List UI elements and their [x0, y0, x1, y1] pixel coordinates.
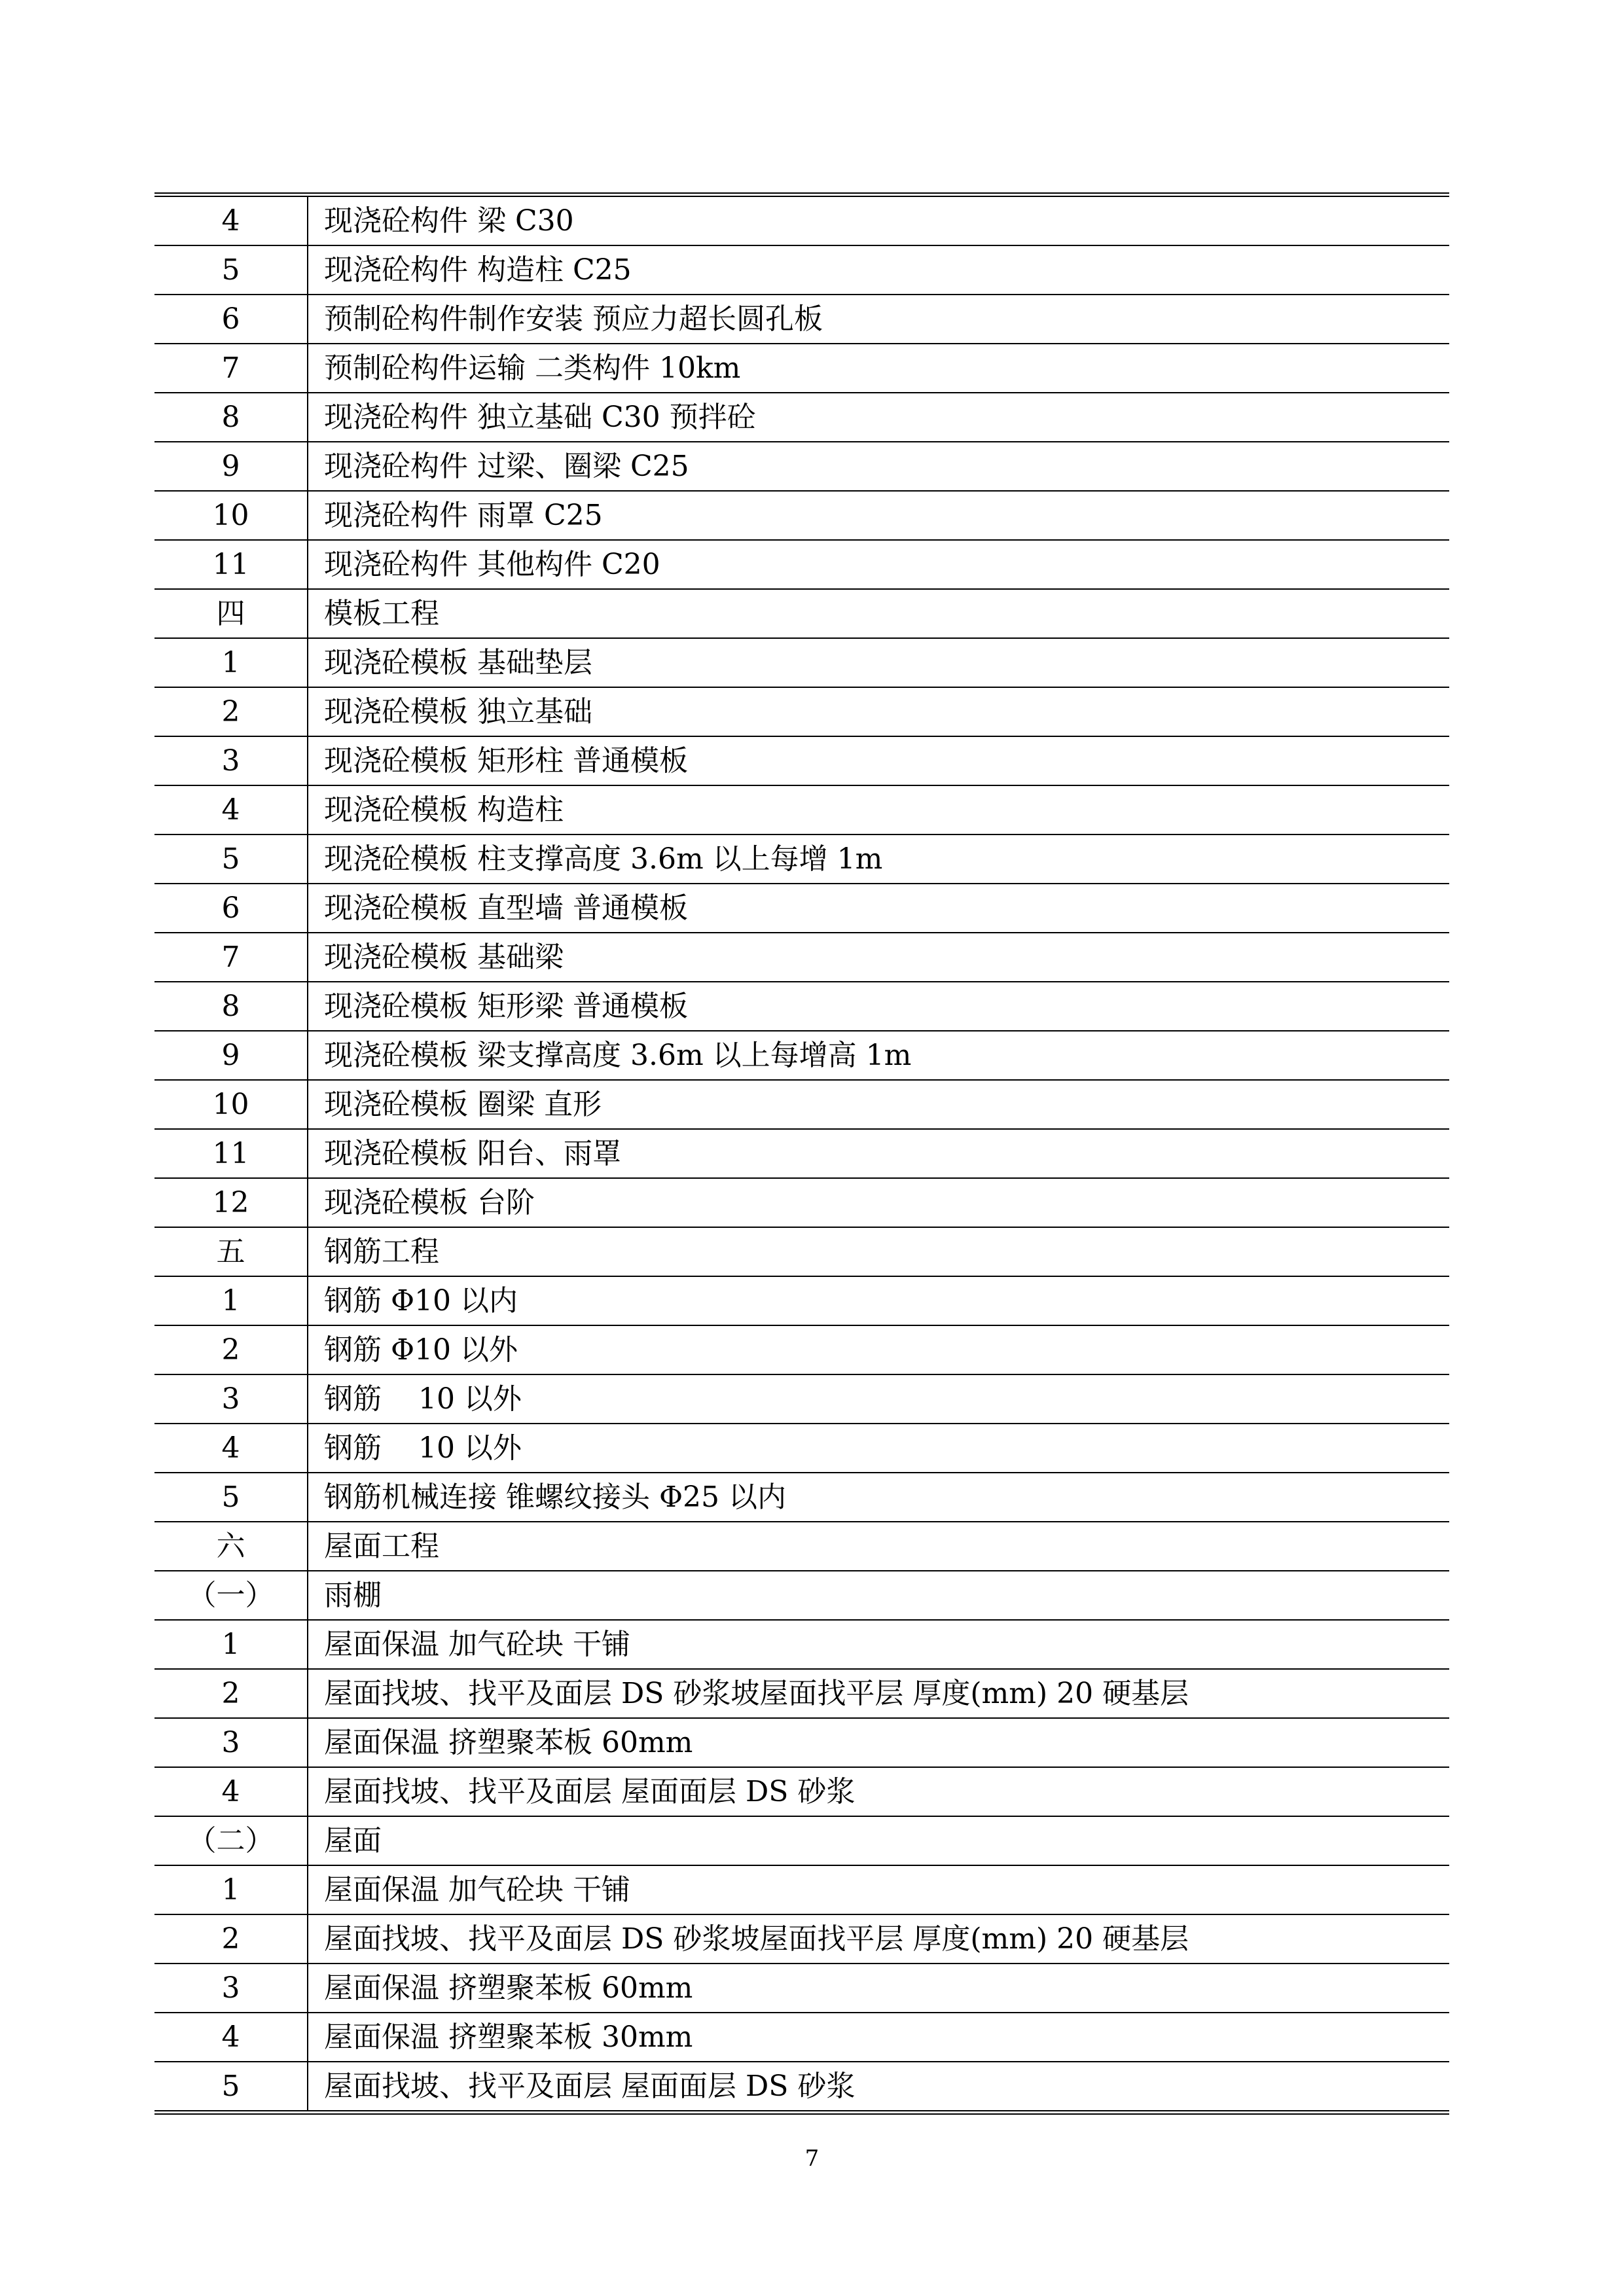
table-row: [154, 1914, 1449, 1964]
table-row: [154, 491, 1449, 540]
item-number: 六: [154, 1522, 308, 1571]
item-number: 2: [154, 1669, 308, 1718]
item-description: 屋面找坡、找平及面层 屋面面层 DS 砂浆: [308, 1767, 1449, 1816]
item-number: 5: [154, 1473, 308, 1522]
table-row: [154, 1129, 1449, 1178]
page-number: 7: [804, 2145, 820, 2172]
item-number: 5: [154, 834, 308, 884]
item-description: 屋面保温 加气砼块 干铺: [308, 1865, 1449, 1914]
item-description: 现浇砼构件 独立基础 C30 预拌砼: [308, 393, 1449, 442]
item-description: 屋面保温 挤塑聚苯板 30mm: [308, 2013, 1449, 2062]
item-number: 1: [154, 638, 308, 687]
item-number: 3: [154, 1964, 308, 2013]
item-number: 9: [154, 1031, 308, 1080]
table-row: [154, 1424, 1449, 1473]
item-description: 钢筋 10 以外: [308, 1374, 1449, 1424]
table-row: [154, 933, 1449, 982]
item-description: 屋面找坡、找平及面层 DS 砂浆坡屋面找平层 厚度(mm) 20 硬基层: [308, 1669, 1449, 1718]
item-description: 现浇砼模板 柱支撑高度 3.6m 以上每增 1m: [308, 834, 1449, 884]
item-number: 11: [154, 540, 308, 589]
item-number: 4: [154, 1424, 308, 1473]
item-description: 现浇砼模板 直型墙 普通模板: [308, 884, 1449, 933]
item-description: 现浇砼构件 过梁、圈梁 C25: [308, 442, 1449, 491]
item-number: 8: [154, 982, 308, 1031]
table-row: [154, 1865, 1449, 1914]
table-row: [154, 1473, 1449, 1522]
item-number: 2: [154, 1325, 308, 1374]
item-number: 1: [154, 1865, 308, 1914]
item-description: 现浇砼模板 矩形梁 普通模板: [308, 982, 1449, 1031]
item-description: 屋面保温 挤塑聚苯板 60mm: [308, 1964, 1449, 2013]
table-row: [154, 982, 1449, 1031]
table-row: [154, 393, 1449, 442]
item-description: 钢筋 Φ10 以内: [308, 1276, 1449, 1325]
item-number: 12: [154, 1178, 308, 1227]
item-number: 3: [154, 1718, 308, 1767]
items-table-body: [154, 195, 1449, 2113]
item-number: 1: [154, 1276, 308, 1325]
table-row: [154, 1964, 1449, 2013]
table-row: [154, 1620, 1449, 1669]
table-row: [154, 1522, 1449, 1571]
table-row: [154, 344, 1449, 393]
table-row: [154, 1276, 1449, 1325]
table-row: [154, 834, 1449, 884]
item-number: 1: [154, 1620, 308, 1669]
table-row: [154, 245, 1449, 295]
item-description: 现浇砼模板 阳台、雨罩: [308, 1129, 1449, 1178]
item-number: 8: [154, 393, 308, 442]
item-description: 现浇砼模板 构造柱: [308, 785, 1449, 834]
item-number: 3: [154, 1374, 308, 1424]
item-number: 4: [154, 2013, 308, 2062]
item-number: 四: [154, 589, 308, 638]
table-row: [154, 295, 1449, 344]
item-description: 现浇砼构件 构造柱 C25: [308, 245, 1449, 295]
table-row: [154, 884, 1449, 933]
item-description: 屋面找坡、找平及面层 屋面面层 DS 砂浆: [324, 2070, 856, 2103]
item-description: 屋面找坡、找平及面层 DS 砂浆坡屋面找平层 厚度(mm) 20 硬基层: [308, 1914, 1449, 1964]
table-row: [154, 1031, 1449, 1080]
item-number: 5: [154, 2062, 308, 2113]
item-description: 模板工程: [308, 589, 1449, 638]
item-description: 预制砼构件运输 二类构件 10km: [308, 344, 1449, 393]
item-number: 11: [154, 1129, 308, 1178]
item-number: 7: [154, 344, 308, 393]
item-description: 屋面工程: [308, 1522, 1449, 1571]
item-number: 9: [154, 442, 308, 491]
table-row: [154, 1718, 1449, 1767]
item-description: 屋面: [308, 1816, 1449, 1865]
table-row: [154, 540, 1449, 589]
items-table: [154, 192, 1449, 2115]
item-number: 5: [154, 245, 308, 295]
table-row: [154, 785, 1449, 834]
table-row: [154, 2062, 1449, 2113]
item-description: 现浇砼构件 雨罩 C25: [308, 491, 1449, 540]
item-description: 屋面保温 加气砼块 干铺: [308, 1620, 1449, 1669]
item-description: 现浇砼模板 圈梁 直形: [308, 1080, 1449, 1129]
item-number: 10: [154, 491, 308, 540]
item-number: 7: [154, 933, 308, 982]
item-number: 4: [154, 785, 308, 834]
table-row: [154, 2013, 1449, 2062]
item-number: 2: [154, 1914, 308, 1964]
item-description: 现浇砼构件 梁 C30: [308, 195, 1449, 246]
item-number: 五: [154, 1227, 308, 1276]
item-description: 预制砼构件制作安装 预应力超长圆孔板: [308, 295, 1449, 344]
item-number: （二）: [154, 1816, 308, 1865]
item-description: 钢筋工程: [308, 1227, 1449, 1276]
item-number: 2: [154, 687, 308, 736]
item-description: 屋面保温 挤塑聚苯板 60mm: [308, 1718, 1449, 1767]
item-description: 钢筋 Φ10 以外: [308, 1325, 1449, 1374]
item-number: 3: [154, 736, 308, 785]
item-description: 现浇砼模板 台阶: [308, 1178, 1449, 1227]
item-number: 6: [154, 295, 308, 344]
table-row: [154, 1669, 1449, 1718]
item-number: 10: [154, 1080, 308, 1129]
item-description: 雨棚: [308, 1571, 1449, 1620]
table-row: [154, 736, 1449, 785]
table-row: [154, 1178, 1449, 1227]
item-number: 4: [154, 195, 308, 246]
item-description: 现浇砼模板 独立基础: [308, 687, 1449, 736]
table-row: [154, 1227, 1449, 1276]
table-row: [154, 589, 1449, 638]
table-row: [154, 1767, 1449, 1816]
table-row: [154, 1325, 1449, 1374]
item-description: 现浇砼构件 其他构件 C20: [308, 540, 1449, 589]
table-row: [154, 1080, 1449, 1129]
item-number: 4: [154, 1767, 308, 1816]
item-description: 钢筋机械连接 锥螺纹接头 Φ25 以内: [308, 1473, 1449, 1522]
table-row: [154, 687, 1449, 736]
table-row: [154, 1374, 1449, 1424]
table-row: [154, 1816, 1449, 1865]
item-number: （一）: [154, 1571, 308, 1620]
item-number: 6: [154, 884, 308, 933]
table-row: [154, 1571, 1449, 1620]
table-row: [154, 442, 1449, 491]
item-description: 现浇砼模板 基础梁: [308, 933, 1449, 982]
table-row: [154, 638, 1449, 687]
table-row: [154, 195, 1449, 246]
item-description: 现浇砼模板 基础垫层: [308, 638, 1449, 687]
item-description: 现浇砼模板 矩形柱 普通模板: [308, 736, 1449, 785]
item-description: 现浇砼模板 梁支撑高度 3.6m 以上每增高 1m: [308, 1031, 1449, 1080]
item-description: 钢筋 10 以外: [308, 1424, 1449, 1473]
